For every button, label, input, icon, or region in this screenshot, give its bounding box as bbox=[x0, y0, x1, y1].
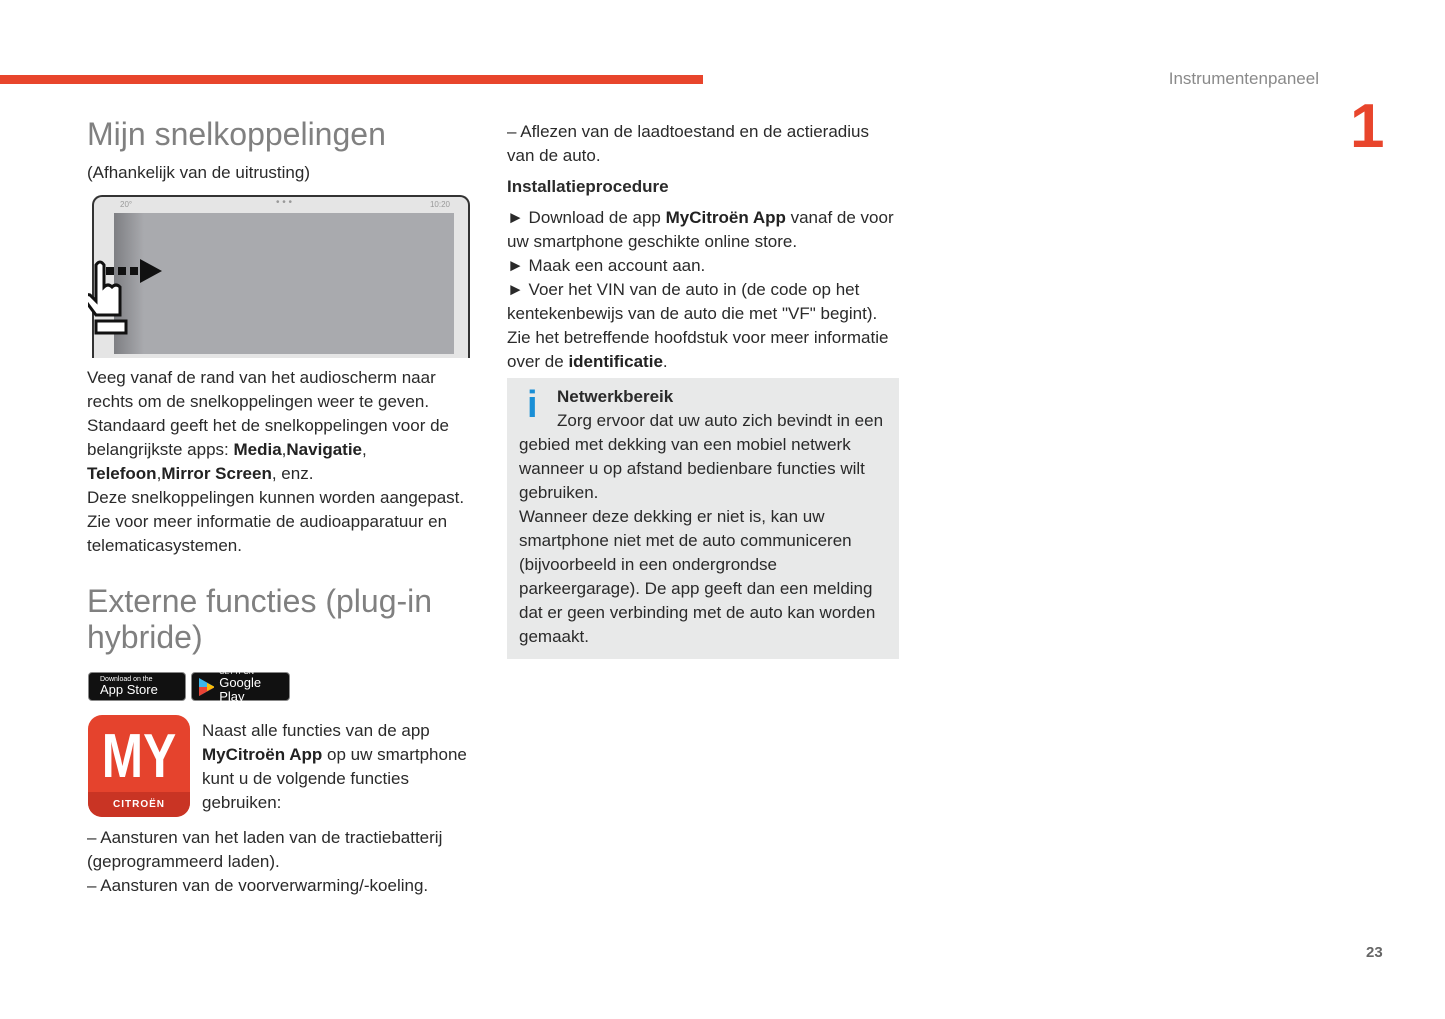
install-heading: Installatieprocedure bbox=[507, 177, 669, 196]
dots-icon: • • • bbox=[276, 197, 293, 208]
badge-small: Download on the bbox=[100, 676, 153, 683]
install-steps bbox=[507, 206, 899, 374]
section-title: Instrumentenpaneel bbox=[1168, 69, 1319, 88]
screen-time: 10:20 bbox=[429, 200, 450, 209]
list-item: – Aflezen van de laadtoestand en de actieradius van de auto. bbox=[507, 122, 869, 165]
info-text: Zorg ervoor dat uw auto zich bevindt in een gebied met dekking van een mobiel netwerk wanneer u op afstand bedienbare functies wilt gebruiken. bbox=[519, 411, 884, 502]
step-2: ► Maak een account aan. bbox=[507, 256, 706, 275]
app-intro-paragraph: Naast alle functies van de app MyCitroën App op uw smartphone kunt u de volgende functies gebruiken: bbox=[202, 721, 467, 812]
info-box-network bbox=[507, 378, 899, 659]
list-item: – Aansturen van de voorverwarming/-koeling. bbox=[87, 876, 429, 895]
badge-small: GET IT ON bbox=[219, 669, 254, 676]
swipe-hand-icon bbox=[88, 255, 168, 350]
heading-shortcuts: Mijn snelkoppelingen bbox=[87, 116, 386, 152]
info-icon: i bbox=[527, 384, 538, 426]
badge-label: App Store bbox=[100, 682, 158, 697]
header-accent-bar bbox=[0, 75, 703, 84]
mycitroen-app-logo: MY CITROËN bbox=[88, 715, 190, 817]
chapter-number: 1 bbox=[1350, 92, 1385, 161]
google-play-badge[interactable] bbox=[191, 669, 290, 704]
app-store-badge[interactable] bbox=[88, 672, 186, 701]
play-icon bbox=[198, 677, 214, 697]
heading-external-functions: Externe functies (plug-in hybride) bbox=[87, 583, 433, 655]
step-3: ► Voer het VIN van de auto in (de code op het kentekenbewijs van de auto die met "VF" begint). Zie het betreffende hoofdstuk voor meer informatie over de identificatie. bbox=[507, 280, 889, 371]
subtitle: (Afhankelijk van de uitrusting) bbox=[87, 163, 311, 182]
info-title: Netwerkbereik bbox=[557, 387, 674, 406]
badge-label: Google Play bbox=[219, 675, 262, 704]
step-1: ► Download de app MyCitroën App vanaf de voor uw smartphone geschikte online store. bbox=[507, 208, 894, 251]
shortcuts-paragraph: Veeg vanaf de rand van het audioscherm naar rechts om de snelkoppelingen weer te geven. Standaard geeft het de snelkoppelingen voor de belangrijkste apps: Media,Navigatie, Telefoon,Mirror Screen, enz. Deze snelkoppelingen kunnen worden aangepast. Zie voor meer informatie de audioapparatuur en telematicasystemen. bbox=[87, 368, 465, 555]
audio-screen-illustration bbox=[92, 195, 470, 358]
info-text-2: Wanneer deze dekking er niet is, kan uw smartphone niet met de auto communiceren (bijvoorbeeld in een ondergrondse parkeergarage). De app geeft dan een melding dat er geen verbinding met de auto kan worden gemaakt. bbox=[519, 507, 876, 646]
screen-temp: 20° bbox=[120, 200, 133, 209]
list-item: – Aansturen van het laden van de tractiebatterij (geprogrammeerd laden). bbox=[87, 828, 443, 871]
page-number: 23 bbox=[1366, 944, 1383, 961]
